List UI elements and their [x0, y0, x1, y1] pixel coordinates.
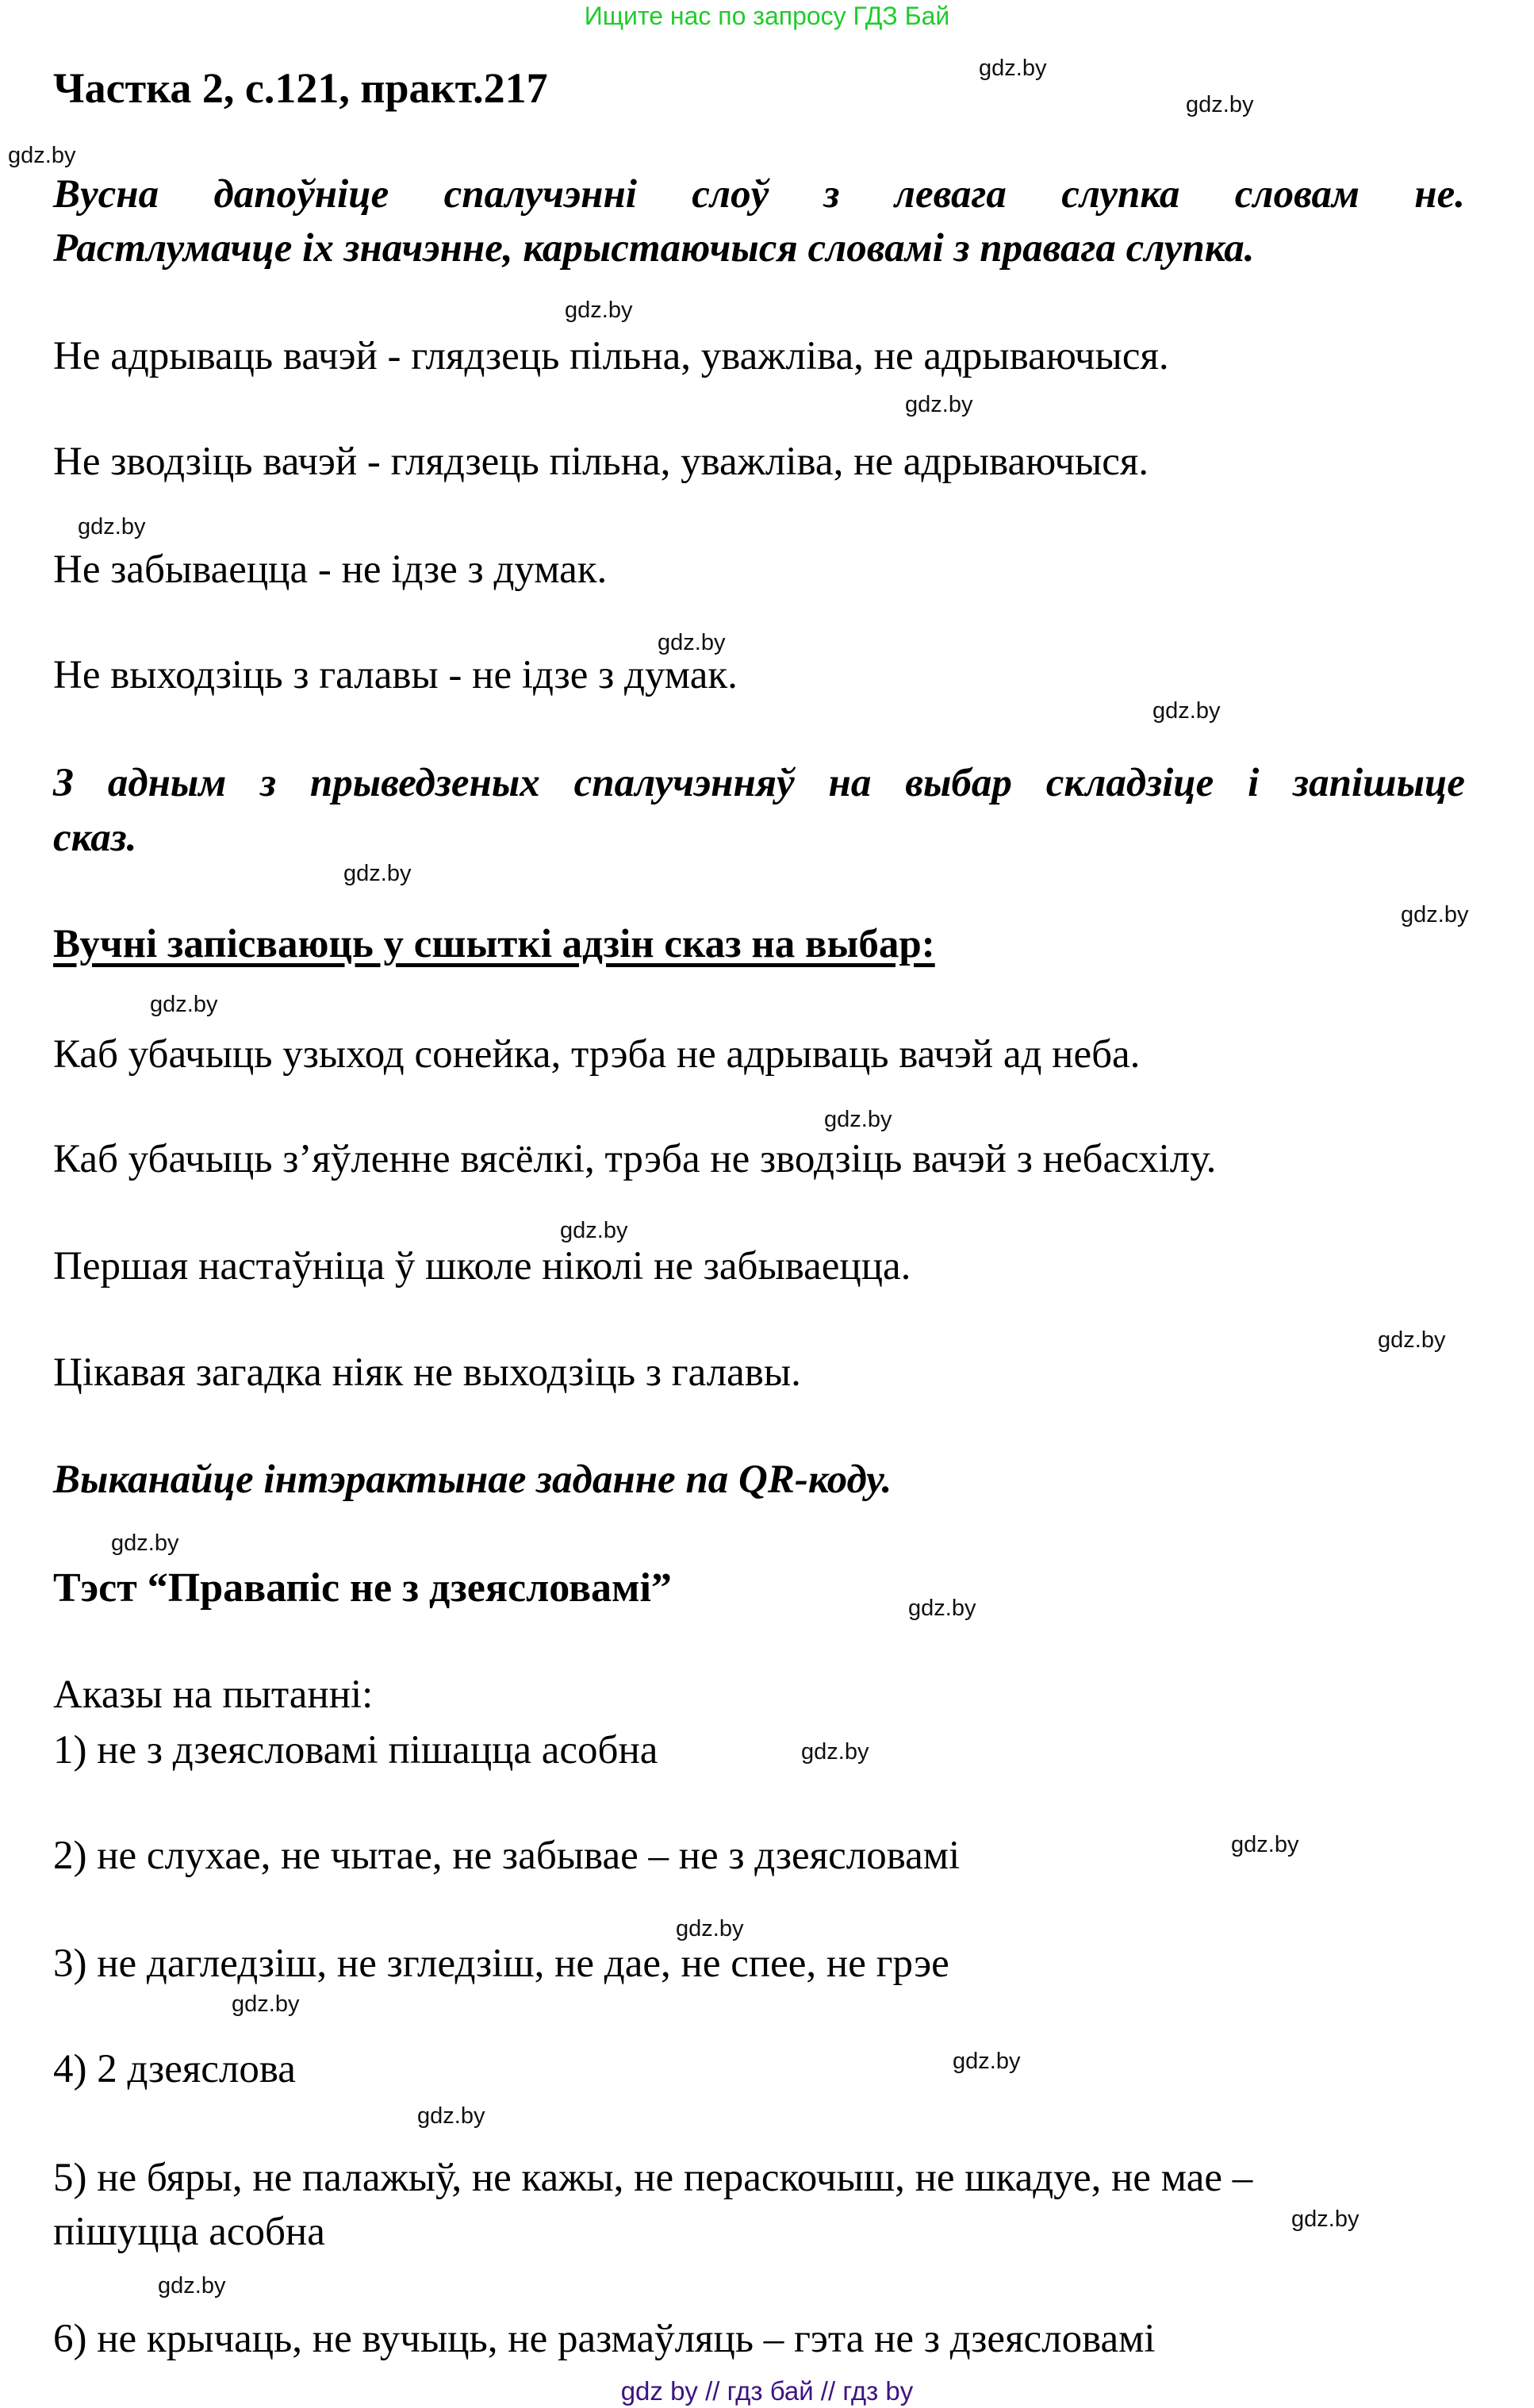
task1-line: Не выходзіць з галавы - не ідзе з думак.	[53, 653, 738, 697]
task2-instruction-line1: З адным з прыведзеных спалучэнняў на выбар складзіце і запішыце	[53, 761, 1465, 805]
page-title: Частка 2, с.121, практ.217	[53, 64, 548, 112]
task1-instruction-line2: Растлумачце іх значэнне, карыстаючыся словамі з правага слупка.	[53, 226, 1255, 271]
watermark: gdz.by	[801, 1739, 869, 1765]
watermark: gdz.by	[953, 2049, 1021, 2074]
watermark: gdz.by	[1401, 902, 1469, 927]
watermark: gdz.by	[150, 992, 218, 1017]
task1-instruction-line1: Вусна дапоўніце спалучэнні слоў з левага слупка словам не.	[53, 172, 1465, 217]
watermark: gdz.by	[78, 514, 146, 540]
footer-banner: gdz by // гдз бай // гдз by	[620, 2376, 914, 2406]
watermark: gdz.by	[908, 1596, 976, 1621]
task2-sentence: Каб убачыць узыход сонейка, трэба не адрываць вачэй ад неба.	[53, 1032, 1141, 1077]
watermark: gdz.by	[1186, 92, 1254, 117]
answer-item: 3) не дагледзіш, не згледзіш, не дае, не спее, не грэе	[53, 1941, 949, 1986]
watermark: gdz.by	[658, 630, 726, 655]
watermark: gdz.by	[565, 298, 633, 323]
task3-instruction: Выканайце інтэрактынае заданне па QR-коду.	[53, 1457, 892, 1502]
task2-sentence: Цікавая загадка ніяк не выходзіць з галавы.	[53, 1350, 801, 1395]
watermark: gdz.by	[111, 1530, 179, 1556]
answer-item: 5) не бяры, не палажыў, не кажы, не пераскочыш, не шкадуе, не мае –	[53, 2156, 1253, 2200]
watermark: gdz.by	[1291, 2206, 1360, 2232]
answers-label: Аказы на пытанні:	[53, 1673, 374, 1717]
watermark: gdz.by	[905, 392, 973, 417]
answer-item: 1) не з дзеясловамі пішацца асобна	[53, 1728, 658, 1772]
test-title: Тэст “Правапіс не з дзеясловамі”	[53, 1565, 672, 1611]
watermark: gdz.by	[676, 1916, 744, 1941]
task2-sentence: Першая настаўніца ў школе ніколі не забываецца.	[53, 1244, 911, 1288]
header-banner: Ищите нас по запросу ГДЗ Бай	[584, 2, 950, 30]
watermark: gdz.by	[1152, 698, 1221, 724]
answer-item-continuation: пішуцца асобна	[53, 2210, 325, 2254]
answer-item: 4) 2 дзеяслова	[53, 2047, 296, 2091]
watermark: gdz.by	[560, 1218, 628, 1243]
watermark: gdz.by	[824, 1107, 892, 1132]
watermark: gdz.by	[1378, 1327, 1446, 1353]
watermark: gdz.by	[1231, 1832, 1299, 1857]
watermark: gdz.by	[343, 861, 412, 886]
task1-line: Не зводзіць вачэй - глядзець пільна, уважліва, не адрываючыся.	[53, 440, 1149, 484]
watermark: gdz.by	[417, 2103, 485, 2129]
watermark: gdz.by	[8, 143, 76, 168]
answer-item: 2) не слухае, не чытае, не забывае – не з дзеясловамі	[53, 1834, 961, 1878]
watermark: gdz.by	[158, 2273, 226, 2299]
task1-line: Не забываецца - не ідзе з думак.	[53, 547, 608, 592]
watermark: gdz.by	[232, 1991, 300, 2017]
task1-line: Не адрываць вачэй - глядзець пільна, уважліва, не адрываючыся.	[53, 334, 1169, 378]
task2-sentence: Каб убачыць з’яўленне вясёлкі, трэба не зводзіць вачэй з небасхілу.	[53, 1137, 1217, 1181]
task2-instruction-line2: сказ.	[53, 816, 137, 860]
answer-item: 6) не крычаць, не вучыць, не размаўляць – гэта не з дзеясловамі	[53, 2317, 1156, 2361]
watermark: gdz.by	[979, 56, 1047, 81]
task2-subheading: Вучні запісваюць у сшыткі адзін сказ на выбар:	[53, 922, 935, 966]
